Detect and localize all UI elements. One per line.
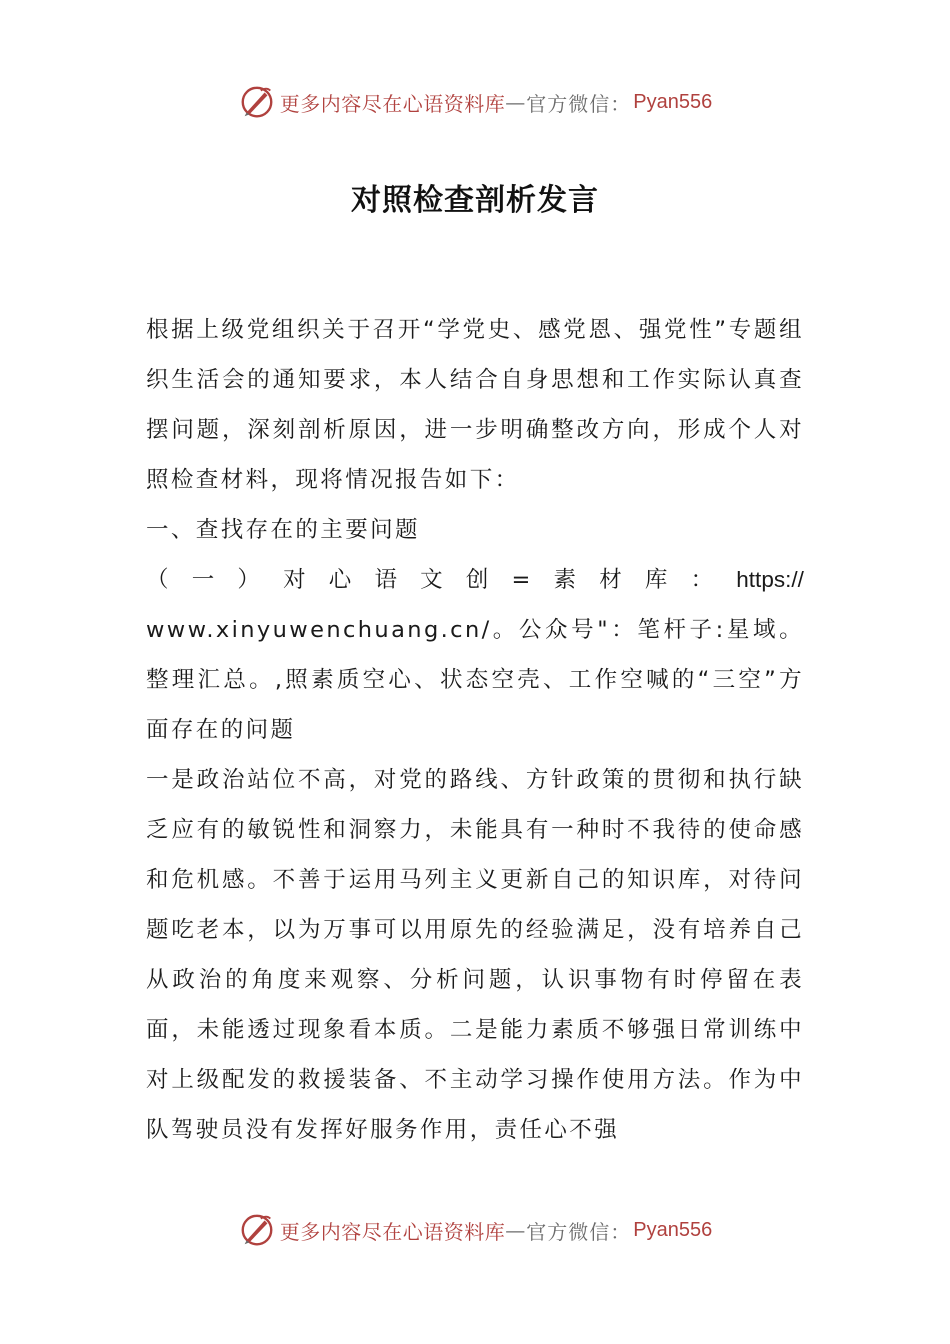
subsection-char: ） [237,567,263,593]
document-body [146,305,804,1155]
footer-banner [0,1208,950,1252]
subsection-char: （ [146,567,171,593]
subsection-char: 库 [644,567,670,593]
pen-logo-icon [238,1211,276,1249]
section-heading: 一、查找存在的主要问题 [146,517,420,543]
intro-paragraph: 根据上级党组织关于召开“学党史、感党恩、强党性”专题组织生活会的通知要求，本人结合自身思想和工作实际认真查摆问题，深刻剖析原因，进一步明确整改方向，形成个人对照检查材料，现将情况报告如下： [146,317,804,493]
subsection-char: 创 [465,567,491,593]
subsection-char: 材 [599,567,625,593]
subsection-char: 语 [374,567,400,593]
subsection-heading-rest: www.xinyuwenchuang.cn/。公众号"：笔杆子:星域。整理汇总。,照素质空心、状态空壳、工作空喊的“三空”方面存在的问题 [146,617,804,743]
page-title: 对照检查剖析发言 [351,183,599,218]
subsection-char: 心 [328,567,354,593]
banner-separator: — [505,1218,527,1242]
subsection-char: 文 [420,567,446,593]
banner-brand-text: 更多内容尽在心语资料库 [279,1219,506,1244]
banner-wechat-label: 官方微信： [526,1219,632,1244]
banner-wechat-id: Pyan556 [633,1218,713,1241]
body-paragraph: 一是政治站位不高，对党的路线、方针政策的贯彻和执行缺乏应有的敏锐性和洞察力，未能具有一种时不我待的使命感和危机感。不善于运用马列主义更新自己的知识库，对待问题吃老本，以为万事可以用原先的经验满足，没有培养自己从政治的角度来观察、分析问题，认识事物有时停留在表面，未能透过现象看本质。二是能力素质不够强日常训练中对上级配发的救援装备、不主动学习操作使用方法。作为中队驾驶员没有发挥好服务作用，责任心不强 [146,767,804,1143]
subsection-char: ： [690,567,716,593]
banner-wechat-id: Pyan556 [633,90,713,113]
subsection-char: 素 [553,567,579,593]
banner-brand-text: 更多内容尽在心语资料库 [279,91,506,116]
subsection-char: = [511,567,533,593]
header-banner [0,80,950,124]
subsection-char: 一 [191,567,217,593]
subsection-url-start: https:// [736,567,804,592]
banner-separator: — [505,90,527,114]
banner-wechat-label: 官方微信： [526,91,632,116]
pen-logo-icon [238,83,276,121]
subsection-char: 对 [283,567,308,593]
subsection-heading-first-line [146,555,804,605]
